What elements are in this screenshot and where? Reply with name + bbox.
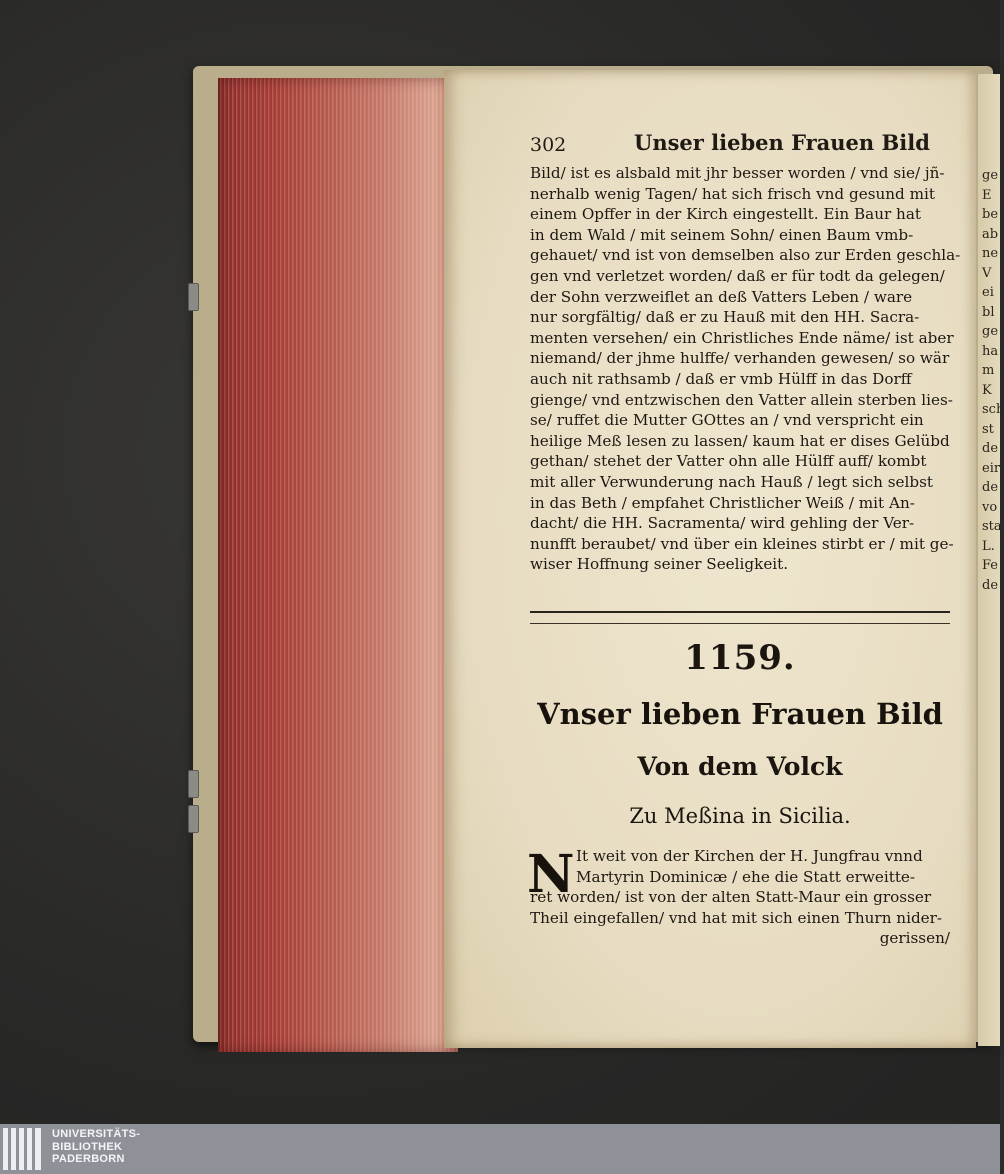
- text-line: dacht/ die HH. Sacramenta/ wird gehling der Ver-: [530, 514, 915, 533]
- next-page-fragment: ab: [982, 226, 999, 242]
- text-line: Martyrin Dominicæ / ehe die Statt erweitte-: [576, 867, 916, 886]
- library-name: [52, 1128, 140, 1166]
- next-page-fragment: de: [982, 480, 999, 495]
- text-line: gethan/ stehet der Vatter ohn alle Hülff auff/ kombt: [530, 452, 927, 471]
- next-page-fragment: V: [982, 265, 992, 281]
- text-line: mit aller Verwunderung nach Hauß / legt sich selbst: [530, 472, 933, 491]
- catchword: gerissen/: [879, 929, 950, 948]
- drop-initial: N: [527, 844, 575, 905]
- text-line: heilige Meß lesen zu lassen/ kaum hat er dises Gelübd: [530, 431, 950, 450]
- next-page-fragment: Fe: [982, 558, 999, 573]
- next-page-fragment: ne: [982, 246, 999, 261]
- page-number: 302: [530, 134, 567, 156]
- next-page-edge: [978, 74, 1004, 1046]
- text-line: gen vnd verletzet worden/ daß er für todt da gelegen/: [530, 266, 945, 285]
- next-page-fragment: vo: [982, 499, 998, 515]
- text-line: se/ ruffet die Mutter GOttes an / vnd verspricht ein: [530, 411, 924, 430]
- clasp-upper: [188, 770, 199, 798]
- text-line: niemand/ der jhme hulffe/ verhanden gewesen/ so wär: [530, 349, 950, 368]
- next-page-fragment: eir: [982, 460, 1001, 476]
- text-line: nunfft beraubet/ vnd über ein kleines stirbt er / mit ge-: [530, 534, 954, 553]
- clasp-top: [188, 283, 199, 311]
- text-line: einem Opffer in der Kirch eingestellt. Ein Baur hat: [530, 205, 921, 224]
- section-rule-thin: [530, 623, 950, 624]
- next-page-fragment: L.: [982, 538, 995, 554]
- entry-paragraph: [530, 846, 950, 949]
- library-logo-icon: [3, 1128, 43, 1170]
- text-line: It weit von der Kirchen der H. Jungfrau vnnd: [576, 847, 923, 865]
- next-page-fragment: ge: [982, 324, 999, 339]
- text-line: der Sohn verzweiflet an deß Vatters Leben / ware: [530, 287, 913, 306]
- next-page-fragment: E: [982, 187, 992, 203]
- text-line: Theil eingefallen/ vnd hat mit sich einen Thurn nider-: [530, 908, 943, 927]
- text-line: in dem Wald / mit seinem Sohn/ einen Baum vmb-: [530, 225, 914, 244]
- library-name-line3: PADERBORN: [52, 1153, 125, 1165]
- text-line: nur sorgfältig/ daß er zu Hauß mit den HH. Sacra-: [530, 308, 920, 327]
- section-rule: [530, 611, 950, 613]
- text-line: gienge/ vnd entzwischen den Vatter allein sterben lies-: [530, 390, 953, 409]
- text-line: Bild/ ist es alsbald mit jhr besser worden / vnd sie/ jñ-: [530, 164, 945, 182]
- next-page-fragment: ei: [982, 285, 994, 300]
- text-line: ret worden/ ist von der alten Statt-Maur ein grosser: [530, 888, 932, 907]
- entry-title: Vnser lieben Frauen Bild: [537, 697, 943, 731]
- next-page-fragment: K: [982, 382, 992, 398]
- clasp-lower: [188, 805, 199, 833]
- text-line: wiser Hoffnung seiner Seeligkeit.: [530, 555, 789, 574]
- next-page-fragment: ge: [982, 168, 999, 183]
- library-footer: [0, 1124, 1000, 1174]
- entry-number: 1159.: [684, 638, 796, 678]
- next-page-fragment: m: [982, 363, 995, 378]
- text-line: in das Beth / empfahet Christlicher Weiß / mit An-: [530, 493, 915, 512]
- running-head: Unser lieben Frauen Bild: [634, 130, 930, 155]
- text-line: auch nit rathsamb / daß er vmb Hülff in das Dorff: [530, 369, 912, 388]
- library-name-line1: UNIVERSITÄTS-: [52, 1128, 141, 1140]
- next-page-fragment: de: [982, 441, 999, 456]
- next-page-fragment: sch: [982, 402, 1004, 417]
- text-line: menten versehen/ ein Christliches Ende näme/ ist aber: [530, 328, 954, 347]
- next-page-fragment: ha: [982, 343, 999, 359]
- text-line: gehauet/ vnd ist von demselben also zur Erden geschla-: [530, 246, 961, 265]
- next-page-fragment: de: [982, 577, 999, 593]
- library-name-line2: BIBLIOTHEK: [52, 1140, 123, 1153]
- red-page-edges: [218, 78, 458, 1052]
- next-page-fragment: bl: [982, 304, 995, 320]
- body-paragraph: [530, 163, 961, 575]
- page-header: [530, 130, 950, 160]
- text-line: nerhalb wenig Tagen/ hat sich frisch vnd gesund mit: [530, 184, 935, 203]
- next-page-fragment: be: [982, 207, 999, 222]
- entry-subtitle: Von dem Volck: [637, 752, 843, 781]
- next-page-fragment: sta: [982, 519, 1002, 534]
- entry-place: Zu Meßina in Sicilia.: [629, 804, 851, 828]
- next-page-fragment: st: [982, 421, 994, 437]
